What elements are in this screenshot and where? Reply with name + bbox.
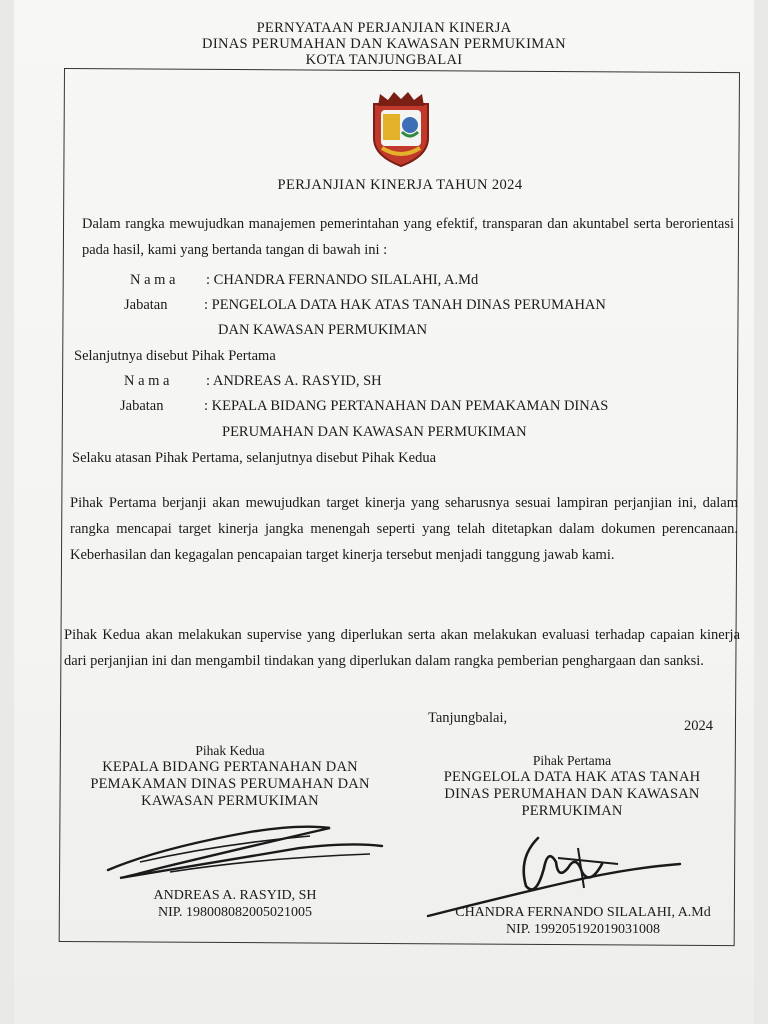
left-signatory-name: ANDREAS A. RASYID, SH	[153, 888, 317, 903]
document-header	[0, 20, 768, 68]
right-signatory-block	[412, 752, 732, 820]
left-signatory-role: Pihak Kedua	[195, 743, 265, 758]
left-signature-mark	[100, 818, 390, 888]
party2-nama-value: : ANDREAS A. RASYID, SH	[206, 373, 382, 389]
intro-paragraph: Dalam rangka mewujudkan manajemen pemerintahan yang efektif, transparan dan akuntabel serta berorientasi pada hasil, kami yang bertanda tangan di bawah ini :	[82, 216, 734, 258]
right-signatory-role: Pihak Pertama	[532, 753, 612, 768]
left-signatory-title-2: PEMAKAMAN DINAS PERUMAHAN DAN	[90, 776, 370, 792]
sign-place: Tanjungbalai,	[428, 710, 508, 726]
party2-referred-as: Selaku atasan Pihak Pertama, selanjutnya disebut Pihak Kedua	[72, 450, 437, 466]
party2-jabatan-line2: PERUMAHAN DAN KAWASAN PERMUKIMAN	[222, 424, 527, 440]
party1-nama-label: N a m a	[130, 272, 176, 288]
party2-jabatan-line1: : KEPALA BIDANG PERTANAHAN DAN PEMAKAMAN DINAS	[204, 398, 609, 414]
party1-jabatan-label: Jabatan	[124, 297, 168, 313]
supervision-paragraph: Pihak Kedua akan melakukan supervise yang diperlukan serta akan melakukan evaluasi terhadap capaian kinerja dari perjanjian ini dan mengambil tindakan yang diperlukan dalam rangka pemberian penghargaan dan sanksi.	[64, 627, 740, 669]
agreement-title: PERJANJIAN KINERJA TAHUN 2024	[277, 177, 523, 193]
party1-nama-value: : CHANDRA FERNANDO SILALAHI, A.Md	[206, 272, 479, 288]
header-line-3: KOTA TANJUNGBALAI	[305, 52, 463, 68]
left-signatory-block	[70, 742, 390, 810]
right-signatory-name-block	[418, 904, 748, 938]
header-line-2: DINAS PERUMAHAN DAN KAWASAN PERMUKIMAN	[202, 36, 566, 52]
party2-nama-label: N a m a	[124, 373, 170, 389]
right-signatory-nip: NIP. 199205192019031008	[505, 922, 660, 937]
left-signatory-title-3: KAWASAN PERMUKIMAN	[141, 793, 319, 809]
header-line-1: PERNYATAAN PERJANJIAN KINERJA	[256, 20, 512, 36]
right-signatory-name: CHANDRA FERNANDO SILALAHI, A.Md	[455, 905, 711, 920]
party2-jabatan-label: Jabatan	[120, 398, 164, 414]
party1-referred-as: Selanjutnya disebut Pihak Pertama	[74, 348, 276, 364]
right-signatory-title-2: DINAS PERUMAHAN DAN KAWASAN	[444, 786, 700, 802]
left-signatory-title-1: KEPALA BIDANG PERTANAHAN DAN	[102, 759, 358, 775]
left-signatory-nip: NIP. 198008082005021005	[157, 905, 312, 920]
commitment-paragraph: Pihak Pertama berjanji akan mewujudkan target kinerja yang seharusnya sesuai lampiran perjanjian ini, dalam rangka mencapai target kinerja jangka menengah seperti yang telah ditetapkan dalam dokumen perencanaan. Keberhasilan dan kegagalan pencapaian target kinerja tersebut menjadi tanggung jawab kami.	[70, 495, 738, 563]
city-emblem-icon	[368, 90, 434, 168]
right-signatory-title-1: PENGELOLA DATA HAK ATAS TANAH	[443, 769, 701, 785]
party1-jabatan-line1: : PENGELOLA DATA HAK ATAS TANAH DINAS PERUMAHAN	[204, 297, 606, 313]
left-signatory-name-block	[90, 887, 380, 921]
sign-year: 2024	[684, 718, 713, 734]
party1-jabatan-line2: DAN KAWASAN PERMUKIMAN	[218, 322, 428, 338]
right-signatory-title-3: PERMUKIMAN	[521, 803, 623, 819]
